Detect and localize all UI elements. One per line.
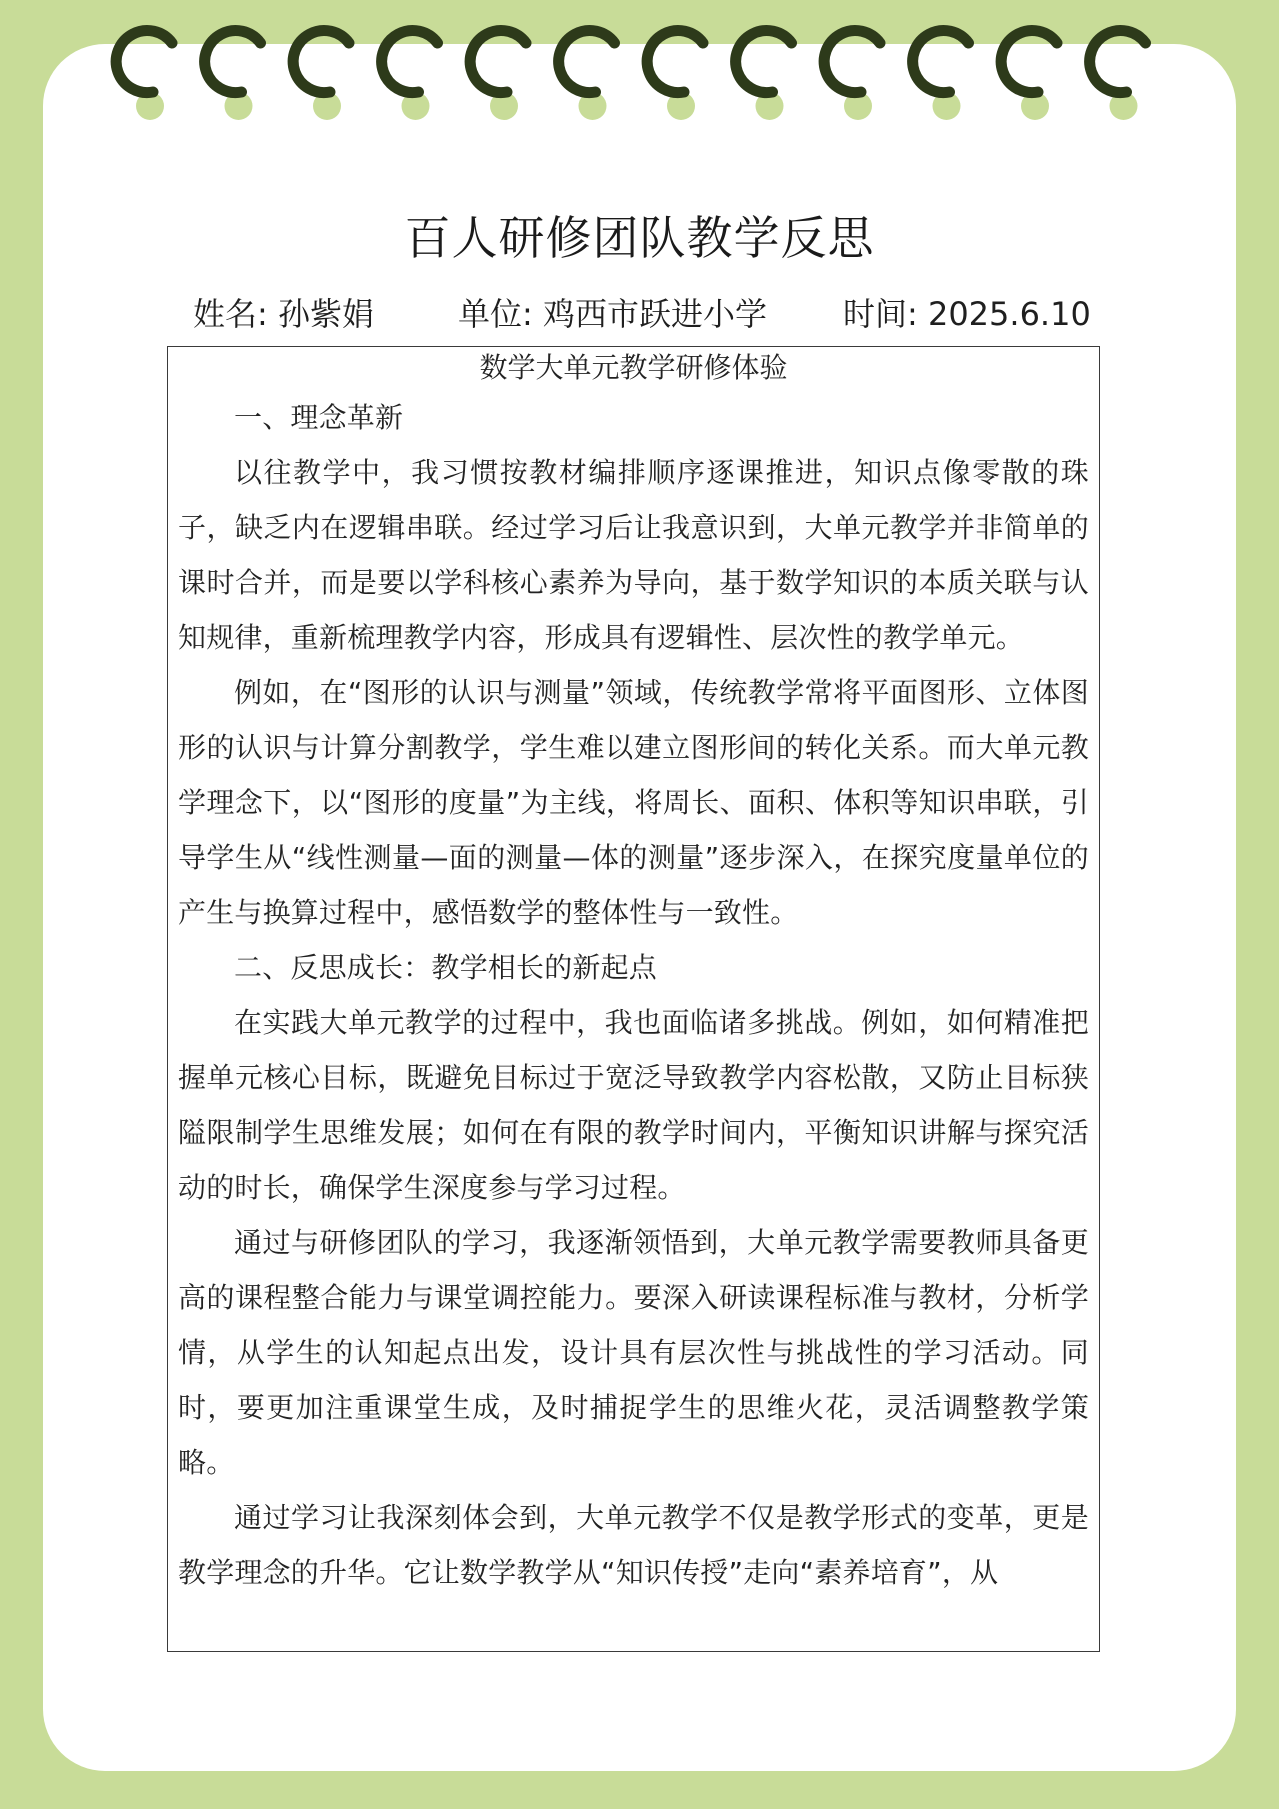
binding-ring: [382, 31, 438, 120]
binding-ring-wire: [205, 31, 261, 93]
binding-ring-wire: [913, 31, 969, 93]
document-heading: 数学大单元教学研修体验: [479, 351, 788, 384]
binding-ring-wire: [736, 31, 792, 93]
page-title: 百人研修团队教学反思: [404, 211, 875, 265]
binding-ring: [824, 31, 880, 120]
paragraph: 例如，在“图形的认识与测量”领域，传统教学常将平面图形、立体图形的认识与计算分割教学，学生难以建立图形间的转化关系。而大单元教学理念下，以“图形的度量”为主线，将周长、面积、体积等知识串联，引导学生从“线性测量—面的测量—体的测量”逐步深入，在探究度量单位的产生与换算过程中，感悟数学的整体性与一致性。: [178, 676, 1089, 929]
binding-ring: [559, 31, 615, 120]
document-body: [168, 388, 1099, 1600]
section-heading: 二、反思成长：教学相长的新起点: [234, 951, 658, 984]
binding-ring: [1001, 31, 1057, 120]
binding-ring: [1090, 31, 1146, 120]
binding-ring-wire: [647, 31, 703, 93]
binding-ring-wire: [293, 31, 349, 93]
binding-ring-wire: [1001, 31, 1057, 93]
paragraph: 以往教学中，我习惯按教材编排顺序逐课推进，知识点像零散的珠子，缺乏内在逻辑串联。经过学习后让我意识到，大单元教学并非简单的课时合并，而是要以学科核心素养为导向，基于数学知识的本质关联与认知规律，重新梳理教学内容，形成具有逻辑性、层次性的教学单元。: [178, 456, 1089, 654]
binding-ring-wire: [470, 31, 526, 93]
binding-ring-wire: [824, 31, 880, 93]
binding-ring: [913, 31, 969, 120]
section-heading: 一、理念革新: [234, 401, 404, 434]
binding-ring: [647, 31, 703, 120]
binding-ring: [470, 31, 526, 120]
binding-ring-wire: [382, 31, 438, 93]
author-name: 姓名: 孙紫娟: [193, 295, 374, 333]
binding-rings: [0, 0, 1279, 130]
binding-ring-wire: [559, 31, 615, 93]
report-date: 时间: 2025.6.10: [843, 295, 1091, 333]
author-unit: 单位: 鸡西市跃进小学: [458, 295, 767, 333]
paragraph: 通过学习让我深刻体会到，大单元教学不仅是教学形式的变革，更是教学理念的升华。它让数学教学从“知识传授”走向“素养培育”，从: [178, 1501, 1089, 1589]
binding-ring: [205, 31, 261, 120]
binding-ring: [736, 31, 792, 120]
binding-ring: [293, 31, 349, 120]
paragraph: 在实践大单元教学的过程中，我也面临诸多挑战。例如，如何精准把握单元核心目标，既避免目标过于宽泛导致教学内容松散，又防止目标狭隘限制学生思维发展；如何在有限的教学时间内，平衡知识讲解与探究活动的时长，确保学生深度参与学习过程。: [178, 1006, 1089, 1204]
binding-ring-wire: [1090, 31, 1146, 93]
binding-ring: [116, 31, 172, 120]
paragraph: 通过与研修团队的学习，我逐渐领悟到，大单元教学需要教师具备更高的课程整合能力与课堂调控能力。要深入研读课程标准与教材，分析学情，从学生的认知起点出发，设计具有层次性与挑战性的学习活动。同时，要更加注重课堂生成，及时捕捉学生的思维火花，灵活调整教学策略。: [178, 1226, 1089, 1479]
reflection-document: [167, 346, 1100, 1652]
binding-ring-wire: [116, 31, 172, 93]
